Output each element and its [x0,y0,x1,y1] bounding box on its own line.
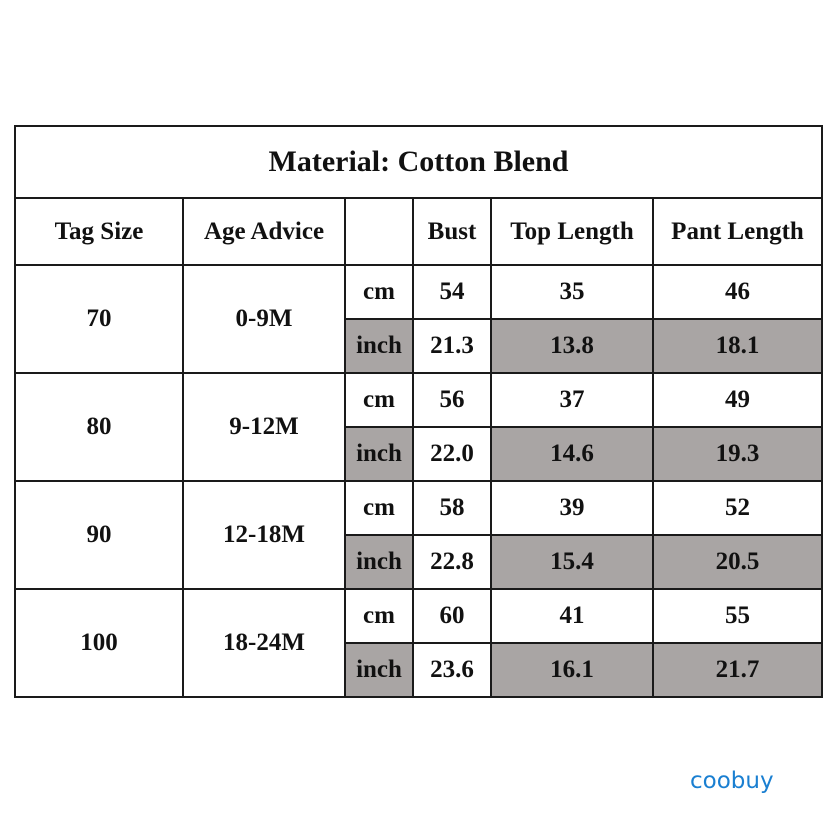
unit-cell: cm [345,373,413,427]
unit-cell: cm [345,265,413,319]
top-length-cell: 35 [491,265,653,319]
top-length-cell: 16.1 [491,643,653,697]
top-length-cell: 37 [491,373,653,427]
table-row [15,481,822,535]
header-pant-length: Pant Length [653,198,822,265]
pant-length-cell: 21.7 [653,643,822,697]
bust-cell: 56 [413,373,491,427]
pant-length-cell: 19.3 [653,427,822,481]
pant-length-cell: 20.5 [653,535,822,589]
table-title: Material: Cotton Blend [15,126,822,198]
watermark-text: coobuy [690,768,774,794]
unit-cell: cm [345,589,413,643]
top-length-cell: 15.4 [491,535,653,589]
size-chart-table [14,125,823,698]
top-length-cell: 13.8 [491,319,653,373]
table-row [15,265,822,319]
header-tag-size: Tag Size [15,198,183,265]
header-top-length: Top Length [491,198,653,265]
table-row [15,373,822,427]
bust-cell: 21.3 [413,319,491,373]
pant-length-cell: 18.1 [653,319,822,373]
bust-cell: 22.8 [413,535,491,589]
pant-length-cell: 46 [653,265,822,319]
age-advice-cell: 18-24M [183,589,345,697]
age-advice-cell: 0-9M [183,265,345,373]
unit-cell: inch [345,427,413,481]
unit-cell: cm [345,481,413,535]
unit-cell: inch [345,643,413,697]
top-length-cell: 41 [491,589,653,643]
tag-size-cell: 80 [15,373,183,481]
title-row [15,126,822,198]
bust-cell: 60 [413,589,491,643]
tag-size-cell: 100 [15,589,183,697]
header-age-advice: Age Advice [183,198,345,265]
pant-length-cell: 52 [653,481,822,535]
header-bust: Bust [413,198,491,265]
header-unit [345,198,413,265]
header-row [15,198,822,265]
age-advice-cell: 12-18M [183,481,345,589]
top-length-cell: 39 [491,481,653,535]
bust-cell: 58 [413,481,491,535]
bust-cell: 22.0 [413,427,491,481]
table-row [15,589,822,643]
pant-length-cell: 55 [653,589,822,643]
bust-cell: 23.6 [413,643,491,697]
tag-size-cell: 90 [15,481,183,589]
bust-cell: 54 [413,265,491,319]
age-advice-cell: 9-12M [183,373,345,481]
unit-cell: inch [345,319,413,373]
tag-size-cell: 70 [15,265,183,373]
top-length-cell: 14.6 [491,427,653,481]
pant-length-cell: 49 [653,373,822,427]
unit-cell: inch [345,535,413,589]
